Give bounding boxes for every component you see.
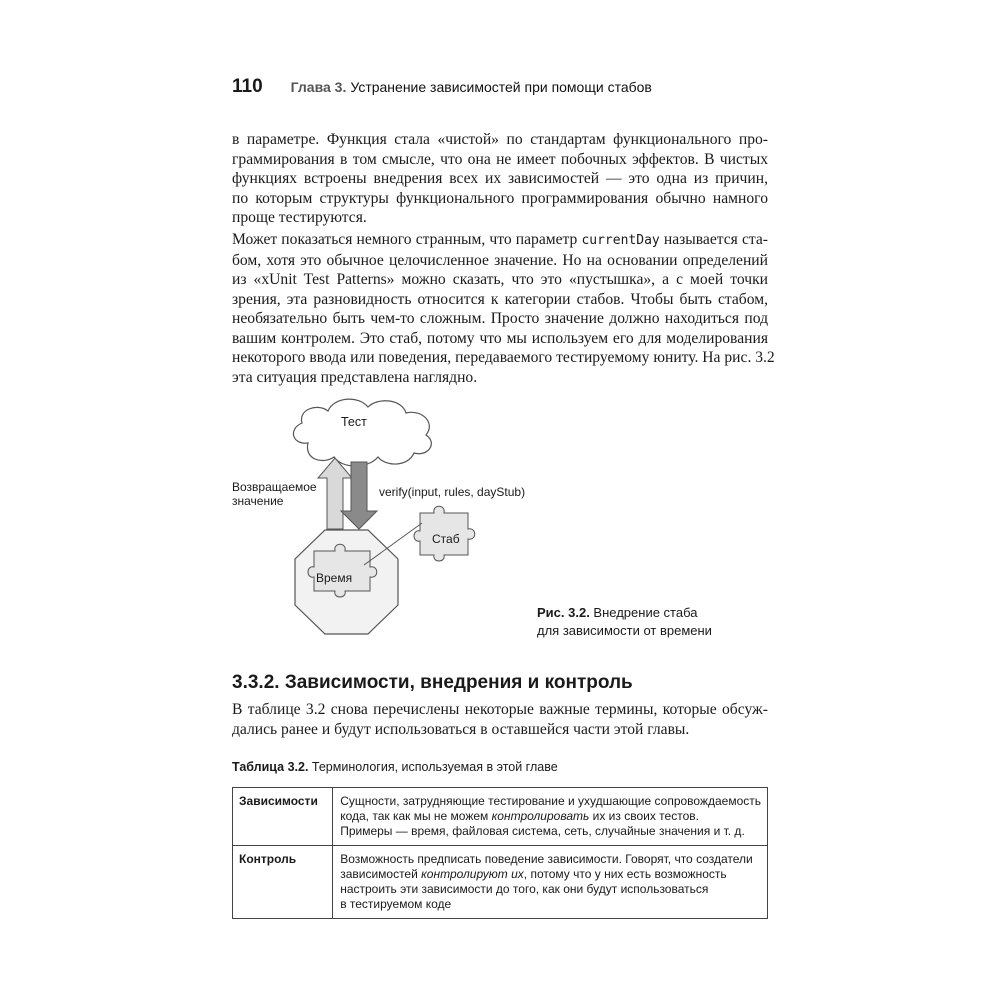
- figure-caption-number: Рис. 3.2.: [537, 605, 590, 620]
- text-line: в параметре. Функция стала «чистой» по стандартам функционального про-: [232, 131, 768, 148]
- return-value-arrow: [318, 458, 352, 529]
- cloud-label: Тест: [341, 415, 367, 429]
- table-definition: [333, 846, 768, 919]
- figure-caption: [537, 604, 712, 640]
- running-header: [232, 76, 652, 98]
- text-fragment: , потому что у них есть возможность: [523, 867, 727, 881]
- table-caption-number: Таблица 3.2.: [232, 760, 309, 774]
- definition-line: настроить эти зависимости до того, как они будут использоваться: [340, 882, 709, 896]
- definition-line: в тестируемом коде: [340, 897, 452, 911]
- table-row: [233, 846, 768, 919]
- page-number: 110: [232, 76, 263, 97]
- section-paragraph: [232, 700, 768, 739]
- text-line: функциях встроены внедрения всех их зависимостей — это одна из причин,: [232, 170, 768, 187]
- text-line: бом, хотя это обычное целочисленное значение. Но на основании определений: [232, 251, 768, 269]
- paragraph-2: [232, 230, 775, 387]
- chapter-label: Глава 3.: [290, 79, 347, 95]
- inline-code: currentDay: [581, 233, 660, 248]
- text-fragment: их из своих тестов.: [589, 809, 699, 823]
- figure-caption-text: для зависимости от времени: [537, 623, 712, 638]
- emphasis: контролируют их: [421, 867, 524, 881]
- text-line: дались ранее и будут использоваться в оставшейся части этой главы.: [232, 720, 690, 738]
- test-cloud: [293, 399, 431, 466]
- emphasis: контролировать: [491, 809, 590, 823]
- text-fragment: кода, так как мы не можем: [340, 809, 492, 823]
- terminology-table: [232, 787, 768, 919]
- text-line: проще тестируются.: [232, 209, 367, 226]
- definition-line: [340, 809, 761, 824]
- text-line: необязательно быть чем-то сложным. Просто значение должно находиться под: [232, 310, 768, 327]
- table-definition: [333, 788, 768, 846]
- text-line: эта ситуация представлена наглядно.: [232, 368, 478, 386]
- text-line: из «xUnit Test Patterns» можно сказать, что это «пустышка», а с моей точки: [232, 271, 768, 288]
- text-line: некоторого ввода или поведения, передаваемого тестируемому юниту. На рис. 3.2: [232, 349, 775, 366]
- text-fragment: зависимостей: [340, 867, 422, 881]
- text-line: по которым структуры функционального программирования обычно намного: [232, 189, 768, 207]
- return-value-label-line: значение: [232, 494, 284, 508]
- return-value-label-line: Возвращаемое: [232, 480, 317, 494]
- text-line: [232, 230, 768, 251]
- table-caption-text: Терминология, используемая в этой главе: [308, 760, 558, 774]
- table-term: Контроль: [233, 846, 333, 919]
- text-line: граммирования в том смысле, что она не имеет побочных эффектов. В чистых: [232, 150, 768, 168]
- time-label: Время: [316, 571, 353, 585]
- text-fragment: называется ста-: [659, 231, 768, 248]
- text-line: вашим контролем. Это стаб, потому что мы используем его для моделирования: [232, 329, 768, 347]
- definition-line: Примеры — время, файловая система, сеть, случайные значения и т. д.: [340, 824, 745, 838]
- table-row: [233, 788, 768, 846]
- definition-line: Сущности, затрудняющие тестирование и ухудшающие сопровождаемость: [340, 794, 761, 808]
- call-label: verify(input, rules, dayStub): [379, 485, 526, 499]
- text-line: зрения, эта разновидность относится к категории стабов. Чтобы быть стабом,: [232, 290, 768, 308]
- definition-line: [340, 867, 761, 882]
- figure-caption-text: Внедрение стаба: [589, 605, 698, 620]
- chapter-title: Устранение зависимостей при помощи стабов: [350, 79, 652, 95]
- table-caption: [232, 760, 558, 774]
- definition-line: Возможность предписать поведение зависимости. Говорят, что создатели: [340, 852, 753, 866]
- table-term: Зависимости: [233, 788, 333, 846]
- text-line: В таблице 3.2 снова перечислены некоторые важные термины, которые обсуж-: [232, 701, 768, 718]
- text-fragment: Может показаться немного странным, что параметр: [232, 231, 582, 248]
- section-heading: 3.3.2. Зависимости, внедрения и контроль: [232, 672, 633, 693]
- stub-label: Стаб: [432, 532, 460, 546]
- return-value-label: [232, 480, 317, 508]
- paragraph-1: [232, 130, 768, 228]
